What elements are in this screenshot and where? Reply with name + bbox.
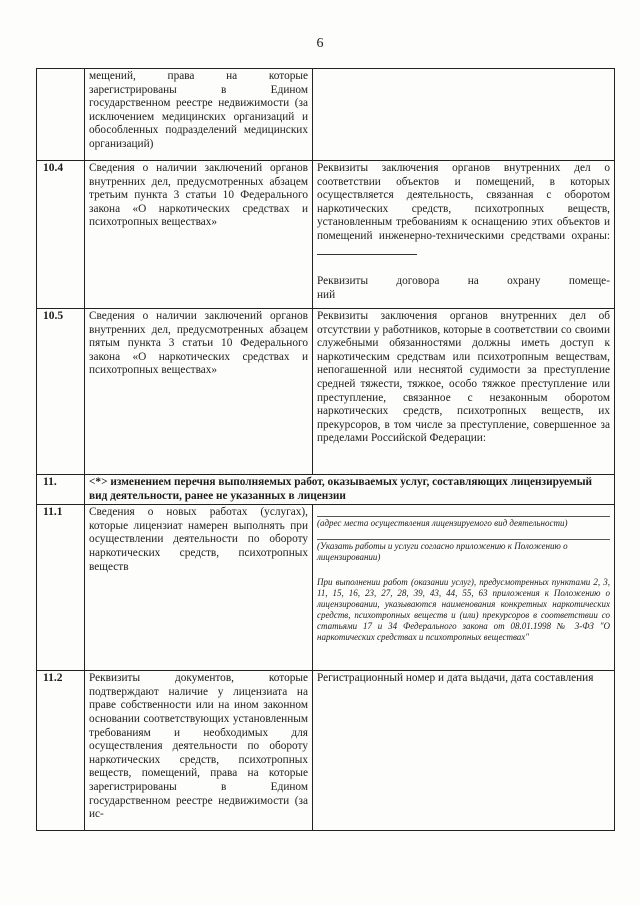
row-name: Сведения о наличии заключений органов внутренних дел, предусмотренных абзацем пятым пункта 3 статьи 10 Федерального закона «О наркотических средствах и психотропных веществах»: [85, 309, 313, 475]
registration-details: Регистрационный номер и дата выдачи, дата составления: [317, 672, 594, 685]
row-details: [313, 505, 615, 671]
row-details: Реквизиты заключения органов внутренних дел об отсутствии у работников, которые в соответствии со своими служебными обязанностями должны иметь доступ к наркотическим средствам или психотропным веществам, непогашенной или неснятой судимости за преступление средней тяжести, тяжкое, особо тяжкое преступление или преступление, связанное с незаконным оборотом наркотических средств, психотропных веществ, их прекурсоров, в том числе за преступление, совершенное за пределами Российской Федерации:: [313, 309, 615, 475]
row-number: [37, 69, 85, 161]
row-number: 11.2: [37, 671, 85, 831]
row-number: 11.1: [37, 505, 85, 671]
row-name: Сведения о наличии заключений органов внутренних дел, предусмотренных абзацем третьим пункта 3 статьи 10 Федерального закона «О наркотических средствах и психотропных веществах»: [85, 161, 313, 309]
row-name: Реквизиты документов, которые подтверждают наличие у лицензиата на праве собственности или на ином законном основании соответствующих установленным требованиям и необходимых для осуществления деятельности по обороту наркотических средств, психотропных веществ, помещений, права на которые зарегистрированы в Едином государственном реестре недвижимости (за ис-: [85, 671, 313, 831]
section-number: 11.: [37, 475, 85, 505]
license-data-table: [36, 68, 615, 831]
works-note: (Указать работы и услуги согласно приложению к Положению о лицензировании): [317, 539, 610, 563]
table-row-11-1: [37, 505, 615, 671]
section-11-header: [37, 475, 615, 505]
table-row-10-4: [37, 161, 615, 309]
row-name: Сведения о новых работах (услугах), которые лицензиат намерен выполнять при осуществлении деятельности по обороту наркотических средств, психотропных веществ: [85, 505, 313, 671]
row-name: мещений, права на которые зарегистрированы в Едином государственном реестре недвижимости (за исключением медицинских организаций и обособленных подразделений медицинских организаций): [85, 69, 313, 161]
row-details: [313, 671, 615, 831]
address-note: (адрес места осуществления лицензируемого вид деятельности): [317, 516, 610, 529]
page-number: 6: [316, 36, 324, 51]
row-number: 10.4: [37, 161, 85, 309]
guard-contract-line: Реквизиты договора на охрану помеще-: [317, 275, 610, 288]
table-row: [37, 69, 615, 161]
table-row-11-2: [37, 671, 615, 831]
substances-note: При выполнении работ (оказании услуг), предусмотренных пунктами 2, 3, 11, 15, 16, 23, 27, 28, 39, 43, 44, 55, 63 приложения к Положению о лицензировании, указываются наименования конкретных наркотических средств, психотропных веществ и (или) прекурсоров в соответствии со статьями 17 и 34 Федерального закона от 08.01.1998 № 3-ФЗ "О наркотических средствах и психотропных веществах": [317, 577, 610, 643]
row-number: 10.5: [37, 309, 85, 475]
guard-conclusion-blank[interactable]: [317, 244, 417, 255]
guard-contract-line-end: ний: [317, 288, 336, 301]
section-title: <*> изменением перечня выполняемых работ, оказываемых услуг, составляющих лицензируемый вид деятельности, ранее не указанных в лицензии: [85, 475, 615, 505]
row-details: [313, 161, 615, 309]
table-row-10-5: [37, 309, 615, 475]
row-details: [313, 69, 615, 161]
guard-conclusion-text: Реквизиты заключения органов внутренних дел о соответствии объектов и помещений, в которых осуществляется деятельность, связанная с оборотом наркотических средств, психотропных веществ, установленным требованиям к оснащению этих объектов и помещений инженерно-техническими средствами охраны:: [317, 162, 610, 242]
